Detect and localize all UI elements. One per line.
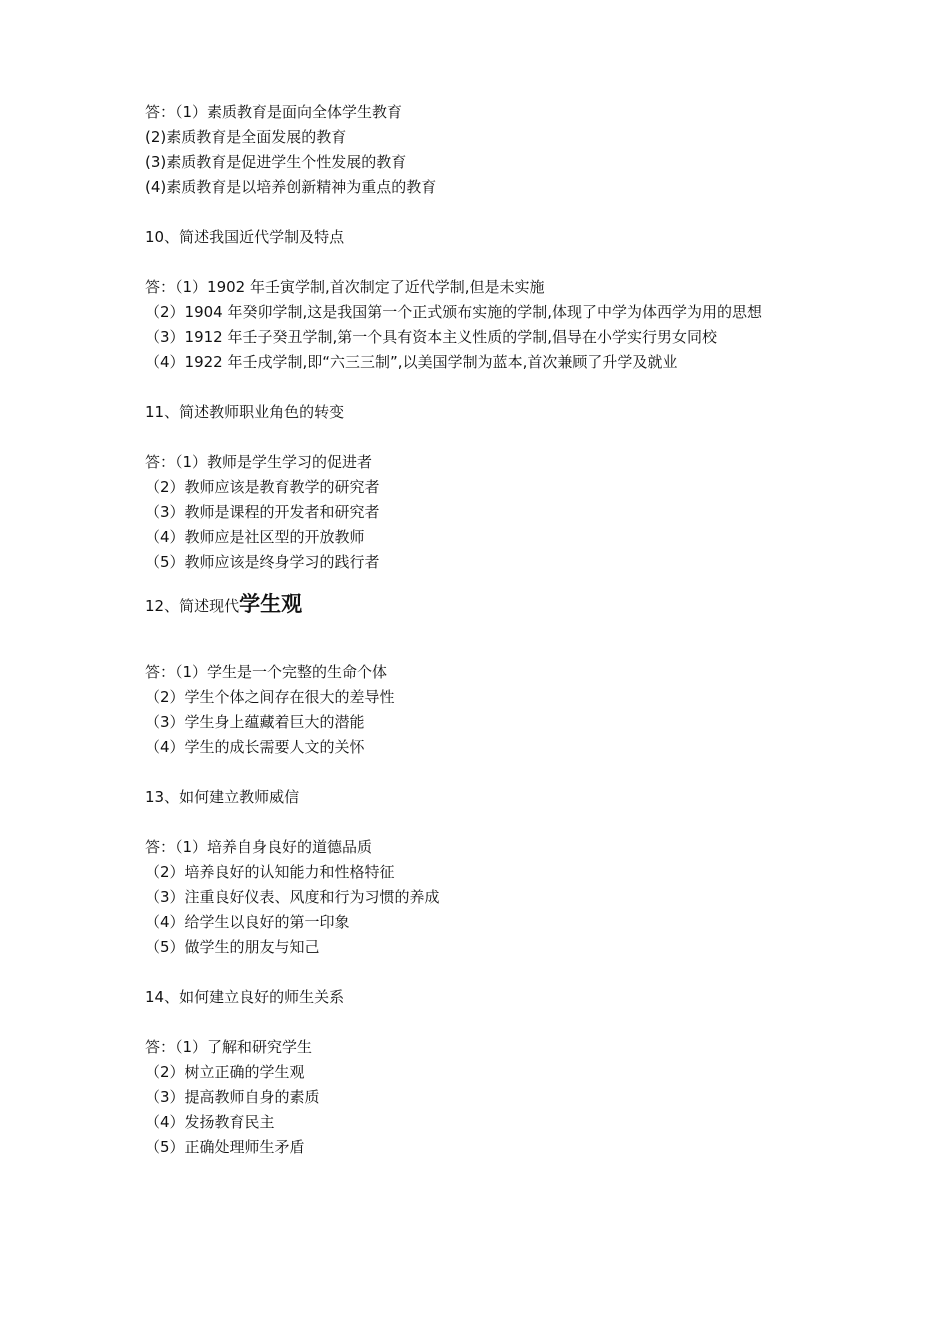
question-10: 10、简述我国近代学制及特点 [145, 228, 345, 246]
answer-line: (4)素质教育是以培养创新精神为重点的教育 [145, 178, 437, 196]
answer-line: （3）学生身上蕴藏着巨大的潜能 [145, 713, 365, 731]
answer-line: （3）教师是课程的开发者和研究者 [145, 503, 380, 521]
answer-line: （4）给学生以良好的第一印象 [145, 913, 350, 931]
answer-line: 答：（1）素质教育是面向全体学生教育 [145, 103, 403, 121]
answer-line: （4）教师应是社区型的开放教师 [145, 528, 365, 546]
question-13: 13、如何建立教师威信 [145, 788, 300, 806]
question-12-prefix: 12、简述现代 [145, 597, 240, 615]
spacer [145, 425, 825, 450]
answer-line: 答：（1）培养自身良好的道德品质 [145, 838, 373, 856]
answer-block-11 [145, 450, 825, 575]
answer-line: （4）1922 年壬戌学制,即“六三三制”,以美国学制为蓝本,首次兼顾了升学及就业 [145, 353, 678, 371]
answer-line: 答：（1）学生是一个完整的生命个体 [145, 663, 388, 681]
document-page [145, 100, 825, 1160]
answer-line: 答：（1）教师是学生学习的促进者 [145, 453, 373, 471]
answer-line: （2）树立正确的学生观 [145, 1063, 305, 1081]
spacer [145, 250, 825, 275]
question-12 [145, 589, 825, 621]
answer-line: （4）发扬教育民主 [145, 1113, 275, 1131]
spacer [145, 1010, 825, 1035]
answer-line: （3）1912 年壬子癸丑学制,第一个具有资本主义性质的学制,倡导在小学实行男女同校 [145, 328, 718, 346]
answer-line: （5）正确处理师生矛盾 [145, 1138, 305, 1156]
spacer [145, 810, 825, 835]
spacer [145, 960, 825, 985]
answer-block-12 [145, 660, 825, 760]
answer-block-14 [145, 1035, 825, 1160]
spacer [145, 760, 825, 785]
spacer [145, 200, 825, 225]
question-14: 14、如何建立良好的师生关系 [145, 988, 345, 1006]
answer-line: （4）学生的成长需要人文的关怀 [145, 738, 365, 756]
answer-block-9 [145, 100, 825, 200]
spacer [145, 635, 825, 660]
answer-line: 答：（1）1902 年壬寅学制,首次制定了近代学制,但是未实施 [145, 278, 545, 296]
answer-line: (2)素质教育是全面发展的教育 [145, 128, 347, 146]
answer-line: （2）1904 年癸卯学制,这是我国第一个正式颁布实施的学制,体现了中学为体西学为用的思想 [145, 303, 763, 321]
answer-block-13 [145, 835, 825, 960]
answer-line: （5）教师应该是终身学习的践行者 [145, 553, 380, 571]
answer-line: （5）做学生的朋友与知己 [145, 938, 320, 956]
answer-line: （3）注重良好仪表、风度和行为习惯的养成 [145, 888, 440, 906]
answer-line: （3）提高教师自身的素质 [145, 1088, 320, 1106]
spacer [145, 375, 825, 400]
answer-line: （2）培养良好的认知能力和性格特征 [145, 863, 395, 881]
answer-line: （2）学生个体之间存在很大的差导性 [145, 688, 395, 706]
answer-line: （2）教师应该是教育教学的研究者 [145, 478, 380, 496]
question-11: 11、简述教师职业角色的转变 [145, 403, 345, 421]
answer-line: (3)素质教育是促进学生个性发展的教育 [145, 153, 407, 171]
answer-block-10 [145, 275, 825, 375]
answer-line: 答：（1）了解和研究学生 [145, 1038, 313, 1056]
question-12-emphasis: 学生观 [239, 592, 303, 616]
